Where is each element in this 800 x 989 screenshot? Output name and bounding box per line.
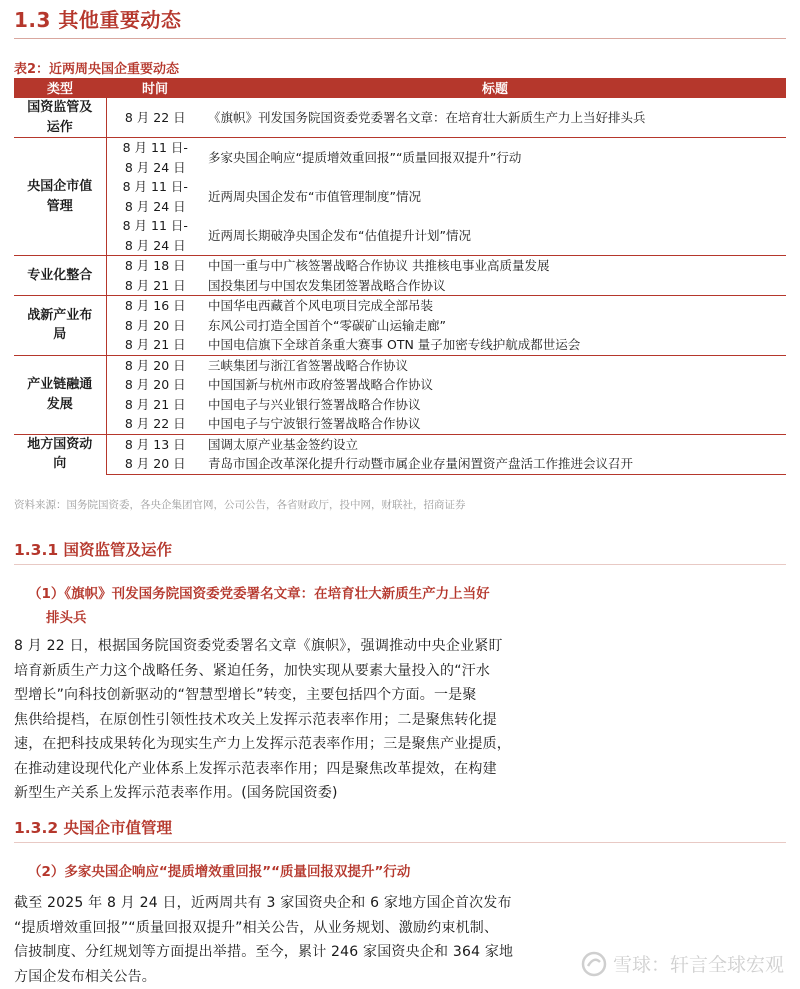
section-heading-1-3-2: 1.3.2 央国企市值管理 [14, 819, 173, 837]
title-cell: 国投集团与中国农发集团签署战略合作协议 [208, 277, 446, 293]
date-text: 8 月 22 日 [124, 109, 186, 125]
snowball-logo-icon [581, 951, 607, 977]
title-cell: 青岛市国企改革深化提升行动暨市属企业存量闲置资产盘活工作推进会议召开 [204, 454, 786, 474]
date-text: 8 月 20 日 [124, 317, 186, 333]
watermark [581, 950, 784, 977]
table-row [14, 434, 786, 454]
section-title-divider [14, 38, 786, 39]
date-text: 8 月 24 日 [124, 159, 186, 175]
title-cell: 东风公司打造全国首个“零碳矿山运输走廊” [208, 317, 446, 333]
title-cell: 近两周长期破净央国企发布“估值提升计划”情况 [208, 227, 471, 243]
category-label: 局 [53, 327, 67, 343]
date-text: 8 月 13 日 [124, 436, 186, 452]
category-label: 向 [53, 456, 67, 472]
date-cell [106, 454, 204, 474]
paragraph-line: 新型生产关系上发挥示范表率作用。(国务院国资委) [14, 785, 338, 801]
date-cell [106, 414, 204, 434]
date-text: 8 月 20 日 [124, 357, 186, 373]
paragraph-line: 8 月 22 日，根据国务院国资委党委署名文章《旗帜》，强调推动中央企业紧盯 [14, 638, 503, 654]
date-text: 8 月 11 日- [122, 218, 188, 233]
date-text: 8 月 21 日 [124, 337, 186, 352]
table-row [14, 138, 786, 178]
table-row [14, 276, 786, 296]
date-text: 8 月 24 日 [124, 198, 186, 214]
table-source-note: 资料来源：国务院国资委，各央企集团官网，公司公告，各省财政厅，投中网，财联社，招商证券 [14, 499, 466, 511]
table-row [14, 296, 786, 316]
date-text: 8 月 22 日 [124, 416, 186, 431]
paragraph-1-3-2 [14, 891, 554, 989]
category-label: 央国企市值 [27, 179, 93, 194]
title-cell: 国调太原产业基金签约设立 [204, 434, 786, 454]
table-row [14, 316, 786, 336]
table-row [14, 355, 786, 375]
section-divider-1-3-1 [14, 564, 786, 565]
category-label: 战新产业布 [27, 307, 93, 323]
date-cell [106, 395, 204, 415]
date-text: 8 月 24 日 [124, 237, 186, 253]
category-label: 专业化整合 [27, 267, 93, 283]
paragraph-line: 速，在把科技成果转化为现实生产力上发挥示范表率作用；三是聚焦产业提质， [14, 736, 511, 752]
table-header-row [14, 78, 786, 98]
title-cell: 中国电子与宁波银行签署战略合作协议 [208, 416, 421, 431]
table-row [14, 177, 786, 216]
title-cell: 近两周央国企发布“市值管理制度”情况 [208, 188, 421, 204]
table-row [14, 414, 786, 434]
date-text: 8 月 11 日- [122, 179, 188, 194]
date-cell [106, 296, 204, 316]
table-row [14, 375, 786, 395]
category-label: 运作 [46, 119, 73, 135]
category-label: 发展 [46, 396, 73, 412]
category-label: 国资监管及 [27, 100, 93, 115]
date-cell [106, 256, 204, 276]
title-cell: 中国华电西藏首个风电项目完成全部吊装 [204, 296, 786, 316]
paragraph-line: 型增长”向科技创新驱动的“智慧型增长”转变，主要包括四个方面。一是聚 [14, 687, 477, 703]
category-cell [14, 434, 106, 474]
date-cell [106, 335, 204, 355]
paragraph-1-3-1 [14, 634, 554, 806]
category-cell [14, 98, 106, 138]
table-row [14, 335, 786, 355]
title-cell: 中国一重与中广核签署战略合作协议 共推核电事业高质量发展 [204, 256, 786, 276]
subheading-2: （2）多家央国企响应“提质增效重回报”“质量回报双提升”行动 [28, 864, 411, 880]
date-cell [106, 177, 204, 216]
date-text: 8 月 20 日 [124, 456, 186, 471]
date-text: 8 月 16 日 [124, 298, 186, 313]
paragraph-line: “提质增效重回报”“质量回报双提升”相关公告，从业务规划、激励约束机制、 [14, 919, 499, 936]
category-cell [14, 256, 106, 296]
title-cell: 中国电信旗下全球首条重大赛事 OTN 量子加密专线护航成都世运会 [208, 337, 581, 352]
paragraph-line: 焦供给提档，在原创性引领性技术攻关上发挥示范表率作用；二是聚焦转化提 [14, 711, 497, 728]
category-label: 地方国资动 [27, 436, 93, 452]
date-cell [106, 98, 204, 138]
category-cell [14, 296, 106, 356]
date-cell [106, 316, 204, 336]
date-cell [106, 375, 204, 395]
paragraph-line: 在推动建设现代化产业体系上发挥示范表率作用；四是聚焦改革提效，在构建 [14, 760, 497, 777]
date-cell [106, 355, 204, 375]
paragraph-line: 培育新质生产力这个战略任务、紧迫任务，加快实现从要素大量投入的“汗水 [14, 662, 491, 679]
table-row [14, 216, 786, 256]
subheading-1 [28, 582, 490, 630]
paragraph-line: 方国企发布相关公告。 [14, 968, 156, 985]
category-cell [14, 355, 106, 434]
paragraph-line: 信披制度、分红规划等方面提出举措。至今，累计 246 家国资央企和 364 家地 [14, 944, 514, 960]
date-text: 8 月 21 日 [124, 277, 186, 293]
table-row [14, 98, 786, 138]
table-row [14, 454, 786, 474]
title-cell: 多家央国企响应“提质增效重回报”“质量回报双提升”行动 [204, 138, 786, 178]
category-label: 产业链融通 [27, 377, 93, 392]
title-cell: 三峡集团与浙江省签署战略合作协议 [204, 355, 786, 375]
category-cell [14, 138, 106, 256]
date-text: 8 月 11 日- [122, 140, 188, 155]
title-cell: 中国国新与杭州市政府签署战略合作协议 [208, 377, 434, 392]
events-table [14, 78, 786, 475]
header-title: 标题 [204, 78, 786, 98]
table-row [14, 395, 786, 415]
section-divider-1-3-2 [14, 842, 786, 843]
date-cell [106, 276, 204, 296]
section-heading-1-3-1: 1.3.1 国资监管及运作 [14, 541, 173, 559]
date-text: 8 月 20 日 [124, 377, 186, 392]
subheading-1-line-2: 排头兵 [46, 610, 87, 626]
date-text: 8 月 21 日 [124, 396, 186, 412]
section-title: 1.3 其他重要动态 [14, 8, 182, 32]
header-date: 时间 [106, 78, 204, 98]
header-type: 类型 [14, 78, 106, 98]
paragraph-line: 截至 2025 年 8 月 24 日，近两周共有 3 家国资央企和 6 家地方国企首次发布 [14, 895, 512, 911]
date-cell [106, 216, 204, 256]
category-label: 管理 [46, 198, 73, 214]
subheading-1-line-1: （1）《旗帜》刊发国务院国资委党委署名文章：在培育壮大新质生产力上当好 [28, 586, 490, 602]
date-cell [106, 138, 204, 178]
title-cell: 《旗帜》刊发国务院国资委党委署名文章：在培育壮大新质生产力上当好排头兵 [204, 98, 786, 138]
events-table-body [14, 98, 786, 475]
title-cell: 中国电子与兴业银行签署战略合作协议 [208, 396, 421, 412]
table-row [14, 256, 786, 276]
watermark-text: 雪球：轩言全球宏观 [612, 954, 784, 976]
table-caption: 表2：近两周央国企重要动态 [14, 62, 180, 77]
date-cell [106, 434, 204, 454]
date-text: 8 月 18 日 [124, 258, 186, 273]
